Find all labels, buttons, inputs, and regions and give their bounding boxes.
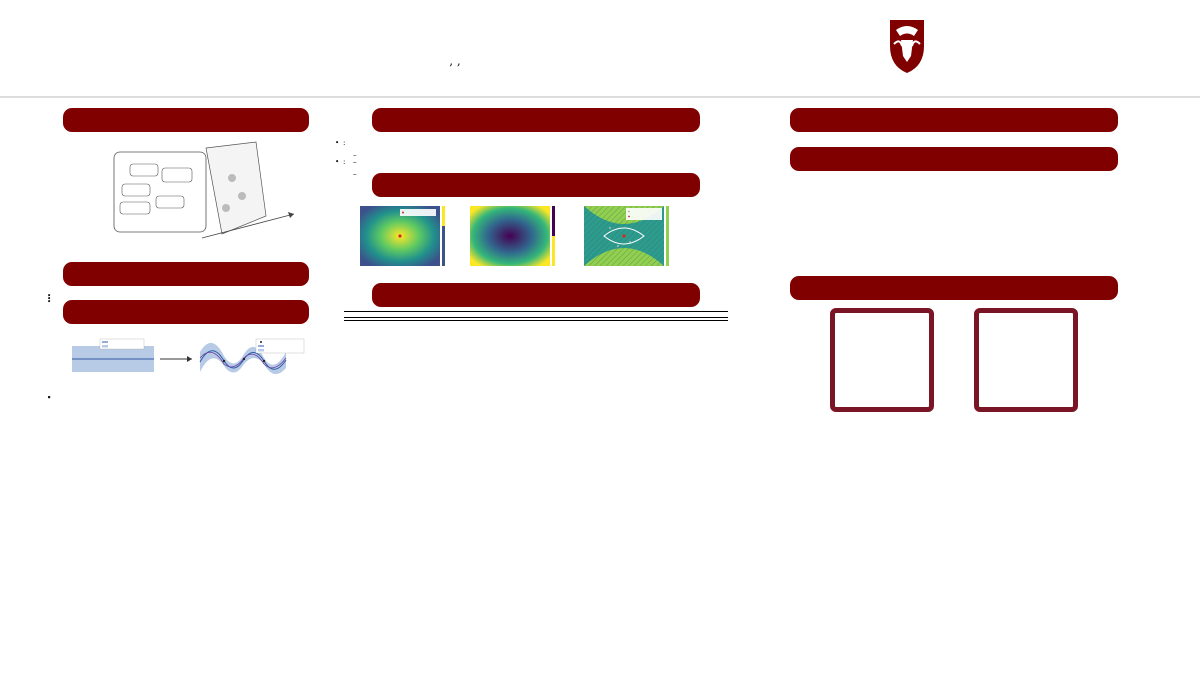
section-heading-theory xyxy=(790,108,1118,132)
poster-header xyxy=(0,0,1200,96)
approx-bullet-confidence: • : xyxy=(337,138,742,154)
qr-codes xyxy=(754,308,1154,416)
column-left xyxy=(42,108,330,668)
gp-figure xyxy=(42,328,330,390)
section-heading-bayes xyxy=(372,283,700,307)
column-right xyxy=(754,108,1154,668)
section-heading-adaptive xyxy=(372,173,700,197)
problem-text xyxy=(42,291,330,294)
function-visualization-figure xyxy=(330,202,742,274)
phoenix-shield-icon xyxy=(888,16,926,74)
theory-text xyxy=(754,138,1154,141)
qr-code-paper[interactable] xyxy=(830,308,934,412)
algorithm-title xyxy=(344,314,728,318)
column-middle xyxy=(330,108,742,668)
qr-card-paper[interactable] xyxy=(823,308,941,416)
university-logo xyxy=(888,14,1188,78)
algorithm-box xyxy=(344,311,728,321)
section-heading-resources xyxy=(790,276,1118,300)
section-heading-approx xyxy=(372,108,700,132)
qr-card-code[interactable] xyxy=(967,308,1085,416)
header-rule xyxy=(0,96,1200,98)
section-heading-gp xyxy=(63,300,309,324)
section-heading-motivating xyxy=(63,108,309,132)
approx-bullet-domain: • : xyxy=(337,157,742,167)
approx-text xyxy=(330,138,742,167)
section-heading-problem xyxy=(63,262,309,286)
experiment-plots xyxy=(754,174,1154,270)
mas-simulation-figure xyxy=(42,138,330,256)
section-heading-experiments xyxy=(790,147,1118,171)
qr-code-code[interactable] xyxy=(974,308,1078,412)
author-list: , , xyxy=(449,54,461,68)
